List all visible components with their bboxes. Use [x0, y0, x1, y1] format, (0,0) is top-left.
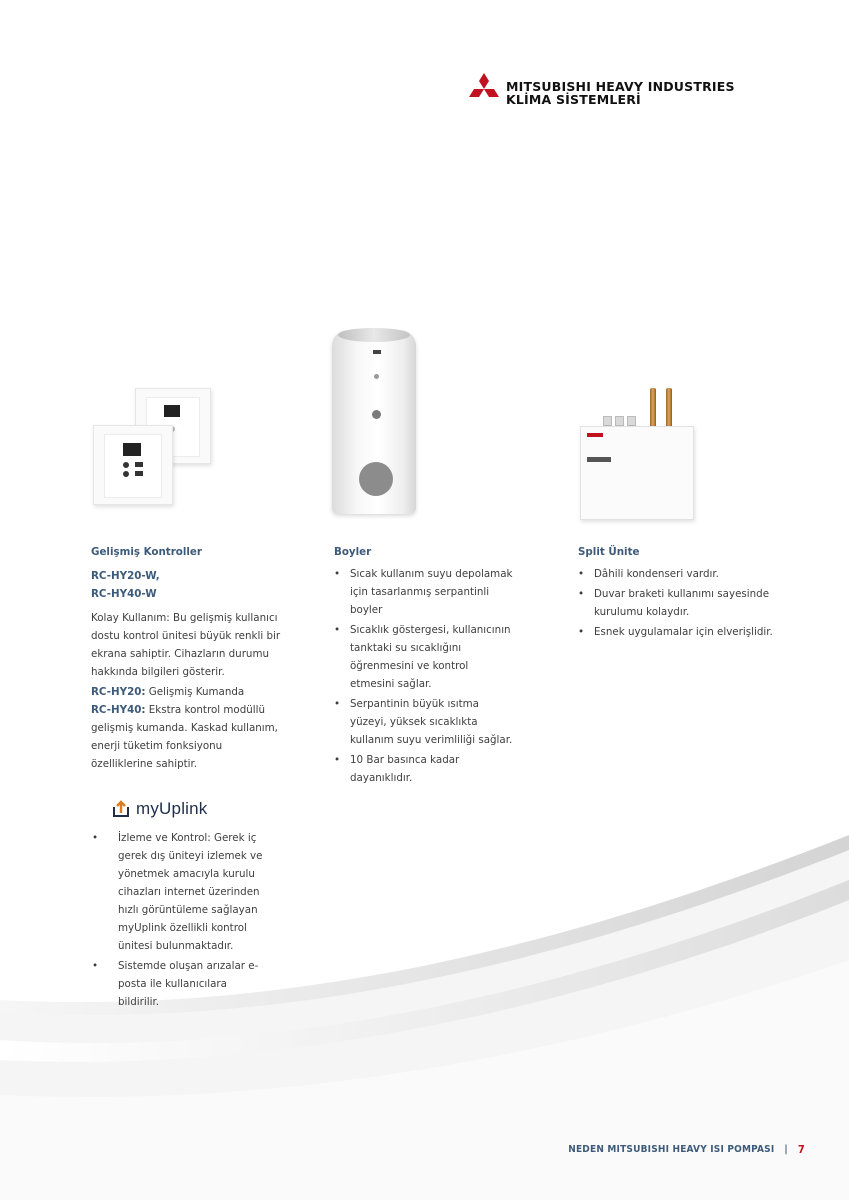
controller-image-front: [93, 425, 173, 505]
brand-name: MITSUBISHI HEAVY INDUSTRIES: [506, 79, 735, 94]
controllers-description: Kolay Kullanım: Bu gelişmiş kullanıcı dostu kontrol ünitesi büyük renkli bir ekrana sahiptir. Cihazların durumu hakkında bilgileri gösterir.: [91, 612, 281, 678]
brand-logo: [468, 73, 798, 113]
list-item: • 10 Bar basınca kadar dayanıklıdır.: [334, 751, 514, 787]
controllers-hy40: [91, 701, 281, 773]
split-heading: Split Ünite: [578, 546, 640, 558]
footer-separator: |: [784, 1144, 788, 1155]
split-valve-3: [627, 416, 636, 426]
list-item: • Sıcak kullanım suyu depolamak için tasarlanmış serpantinli boyler: [334, 565, 514, 619]
list-item: • Sistemde oluşan arızalar e-posta ile kullanıcılara bildirilir.: [90, 957, 270, 1011]
split-bullet-list: [578, 565, 778, 641]
controllers-bullet-list: [90, 829, 270, 1011]
controllers-bullets-column: [90, 829, 270, 1011]
boiler-heading: Boyler: [334, 546, 372, 558]
myuplink-logo: [112, 796, 208, 822]
split-unit-image: [580, 426, 694, 520]
split-pipe-left: [650, 388, 656, 428]
hy20-label: RC-HY20:: [91, 686, 146, 698]
split-column: [578, 543, 778, 641]
controllers-heading: Gelişmiş Kontroller: [91, 546, 202, 558]
controllers-model-2: RC-HY40-W: [91, 588, 157, 600]
page-number: 7: [797, 1143, 805, 1156]
hy20-text: Gelişmiş Kumanda: [145, 686, 245, 698]
page-footer: [568, 1143, 805, 1156]
mitsubishi-diamonds-icon: [468, 73, 500, 105]
controllers-model-1: RC-HY20-W,: [91, 570, 160, 582]
list-item: • Esnek uygulamalar için elverişlidir.: [578, 623, 778, 641]
upload-icon: [112, 800, 130, 818]
brand-subtitle: KLİMA SİSTEMLERİ: [506, 92, 641, 107]
boiler-bullet-list: [334, 565, 514, 787]
hy40-label: RC-HY40:: [91, 704, 146, 716]
boiler-image: [332, 330, 416, 514]
list-item: • Sıcaklık göstergesi, kullanıcının tanktaki su sıcaklığını öğrenmesini ve kontrol etmesini sağlar.: [334, 621, 514, 693]
list-item: • Serpantinin büyük ısıtma yüzeyi, yüksek sıcaklıkta kullanım suyu verimliliği sağlar.: [334, 695, 514, 749]
myuplink-text: myUplink: [136, 799, 208, 818]
list-item: • Dâhili kondenseri vardır.: [578, 565, 778, 583]
controllers-column: [91, 543, 281, 773]
controllers-hy20: [91, 683, 281, 701]
list-item: • İzleme ve Kontrol: Gerek iç gerek dış üniteyi izlemek ve yönetmek amacıyla kurulu cihazları internet üzerinden hızlı görüntüleme sağlayan myUplink özellikli kontrol ünitesi bulunmaktadır.: [90, 829, 270, 955]
list-item: • Duvar braketi kullanımı sayesinde kurulumu kolaydır.: [578, 585, 778, 621]
split-valve-1: [603, 416, 612, 426]
boiler-column: [334, 543, 514, 787]
split-valve-2: [615, 416, 624, 426]
hy40-text: Ekstra kontrol modüllü gelişmiş kumanda. Kaskad kullanım, enerji tüketim fonksiyonu özelliklerine sahiptir.: [91, 704, 278, 770]
split-pipe-right: [666, 388, 672, 428]
footer-title: NEDEN MITSUBISHI HEAVY ISI POMPASI: [568, 1144, 775, 1155]
